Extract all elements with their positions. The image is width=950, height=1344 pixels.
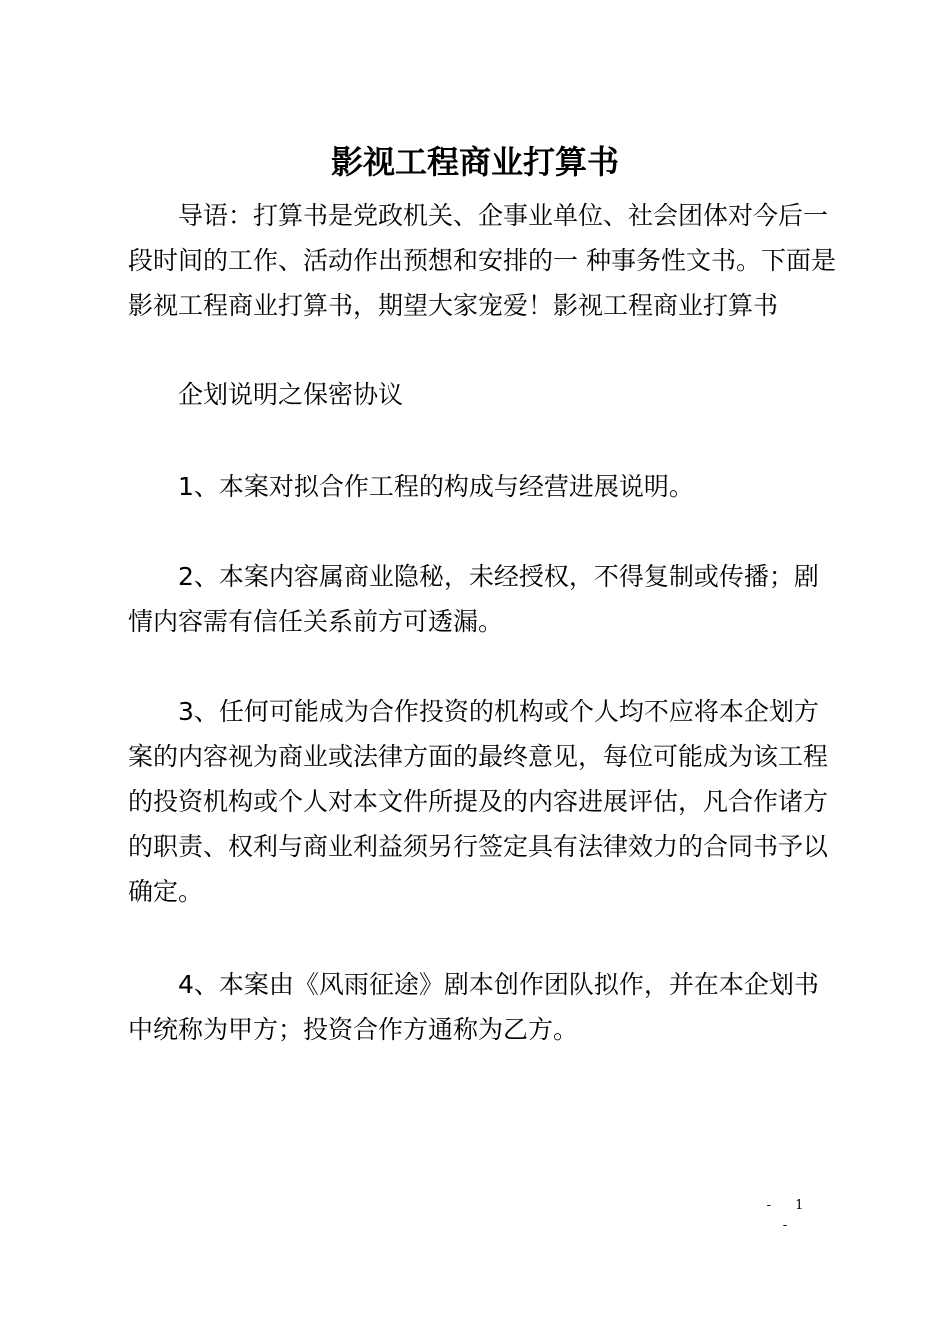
clause-4: 4、本案由《风雨征途》剧本创作团队拟作，并在本企划书中统称为甲方；投资合作方通称为乙方。 [128,970,819,1044]
clause-2: 2、本案内容属商业隐秘，未经授权，不得复制或传播；剧情内容需有信任关系前方可透漏。 [128,562,819,636]
document-title: 影视工程商业打算书 [330,143,619,181]
clause-3: 3、任何可能成为合作投资的机构或个人均不应将本企划方案的内容视为商业或法律方面的最终意见，每位可能成为该工程的投资机构或个人对本文件所提及的内容进展评估，凡合作诸方 的职责、权利与商业利益须另行签定具有法律效力的合同书予以 确定。 [128,697,829,906]
page-number: - 1 - [766,1198,814,1233]
intro-paragraph: 导语：打算书是党政机关、企事业单位、社会团体对今后一 段时间的工作、活动作出预想和安排的一 种事务性文书。下面是影视工程商业打算书，期望大家宠爱！影视工程商业打算书 [128,201,836,320]
clause-1: 1、本案对拟合作工程的构成与经营进展说明。 [178,472,694,501]
section-heading-confidentiality: 企划说明之保密协议 [178,380,404,409]
